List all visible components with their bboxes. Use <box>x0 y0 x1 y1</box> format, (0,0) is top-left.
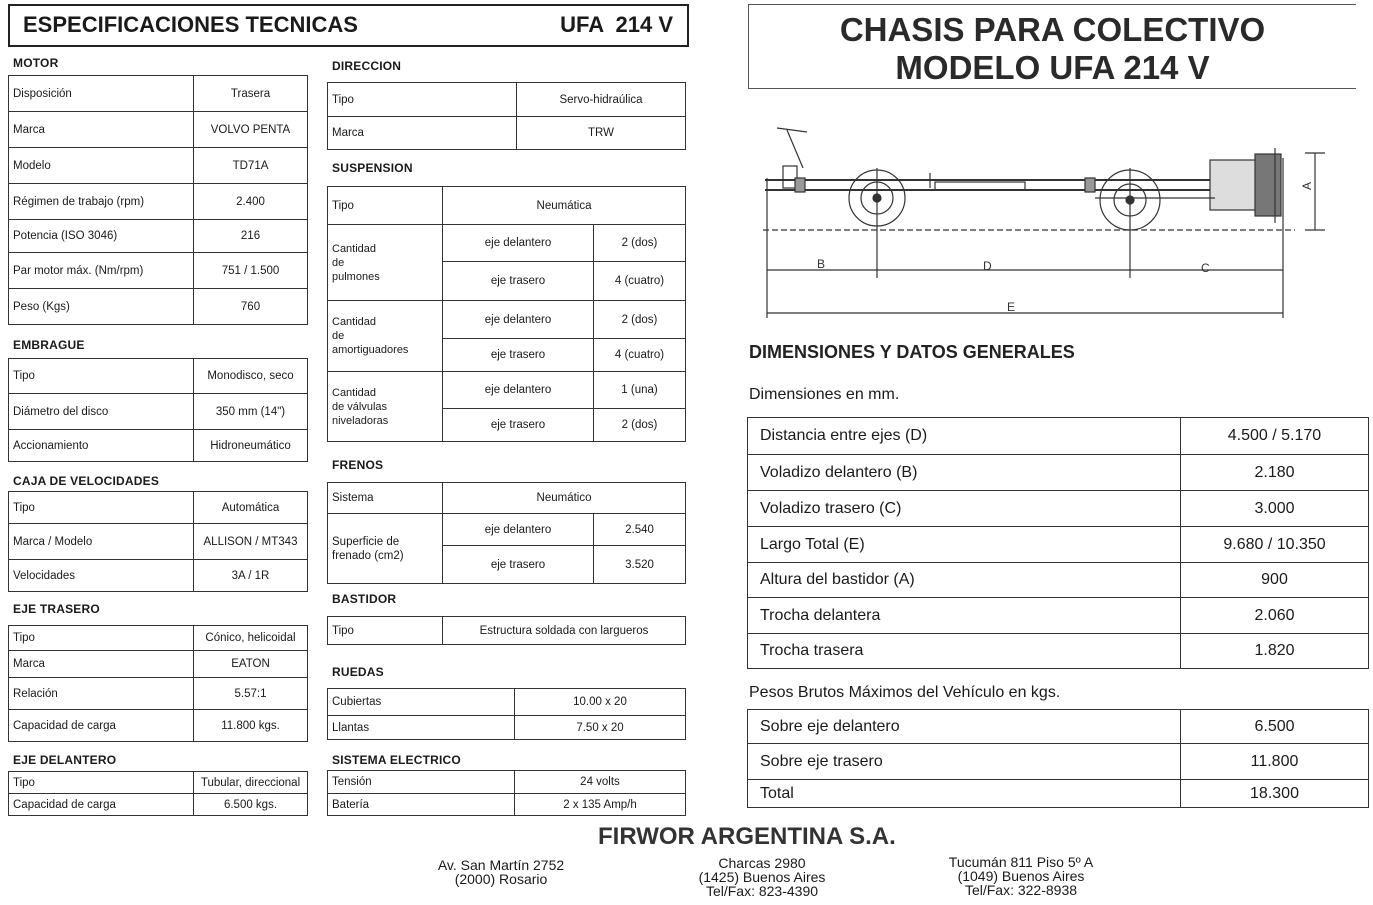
table-row <box>9 430 308 462</box>
susp-front-label: eje delantero <box>443 372 594 409</box>
row-value: 760 <box>194 289 308 325</box>
row-label: Sobre eje trasero <box>748 744 1181 780</box>
susp-rear-label: eje trasero <box>443 409 594 442</box>
table-row <box>748 527 1369 563</box>
row-value: 10.00 x 20 <box>515 689 686 716</box>
frenos-sistema-value: Neumático <box>443 483 686 514</box>
row-label: Largo Total (E) <box>748 527 1181 563</box>
row-value: 350 mm (14") <box>194 394 308 430</box>
row-label: Tipo <box>9 626 194 651</box>
row-value: Automática <box>194 492 308 524</box>
row-value: 11.800 <box>1181 744 1369 780</box>
row-label: Diámetro del disco <box>9 394 194 430</box>
susp-rear-value: 2 (dos) <box>594 409 686 442</box>
address-rosario: Av. San Martín 2752 (2000) Rosario <box>437 857 565 887</box>
table-row <box>328 372 686 409</box>
pesos-table <box>747 709 1369 808</box>
row-label: Par motor máx. (Nm/rpm) <box>9 253 194 289</box>
row-label: Disposición <box>9 76 194 112</box>
address-charcas: Charcas 2980 (1425) Buenos Aires Tel/Fax: 823-4390 <box>698 855 826 899</box>
row-label: Capacidad de carga <box>9 710 194 742</box>
susp-tipo-value: Neumática <box>443 187 686 225</box>
row-value: Cónico, helicoidal <box>194 626 308 651</box>
row-label: Tipo <box>9 772 194 794</box>
sistema-electrico-title: SISTEMA ELECTRICO <box>332 753 461 767</box>
spec-title: ESPECIFICACIONES TECNICAS <box>23 12 358 37</box>
table-row <box>748 491 1369 527</box>
row-label: Trocha delantera <box>748 598 1181 634</box>
dim-label-c: C <box>1201 261 1210 275</box>
table-row <box>328 301 686 339</box>
table-row <box>9 184 308 220</box>
suspension-table <box>327 186 686 442</box>
susp-front-value: 2 (dos) <box>594 301 686 339</box>
frenos-sistema-label: Sistema <box>328 483 443 514</box>
table-row <box>9 560 308 592</box>
row-label: Batería <box>328 794 515 816</box>
table-row <box>9 794 308 816</box>
row-label: Voladizo delantero (B) <box>748 455 1181 491</box>
row-label: Modelo <box>9 148 194 184</box>
table-row <box>748 598 1369 634</box>
table-row <box>9 678 308 710</box>
row-value: 2.400 <box>194 184 308 220</box>
table-row <box>9 112 308 148</box>
table-row <box>9 253 308 289</box>
row-value: 6.500 <box>1181 710 1369 744</box>
row-value: 11.800 kgs. <box>194 710 308 742</box>
table-row <box>9 492 308 524</box>
dim-label-a: A <box>1300 181 1314 190</box>
frenos-table <box>327 482 686 584</box>
dim-label-d: D <box>983 259 992 273</box>
motor-title: MOTOR <box>13 56 59 70</box>
table-row <box>748 418 1369 455</box>
dimensiones-title: DIMENSIONES Y DATOS GENERALES <box>749 342 1075 362</box>
row-value: TRW <box>517 117 686 150</box>
table-row <box>328 187 686 225</box>
row-label: Sobre eje delantero <box>748 710 1181 744</box>
table-row <box>9 394 308 430</box>
susp-rear-value: 4 (cuatro) <box>594 339 686 372</box>
susp-front-value: 2 (dos) <box>594 225 686 262</box>
row-label: Distancia entre ejes (D) <box>748 418 1181 455</box>
caja-table <box>8 491 308 592</box>
susp-group-label: Cantidad de amortiguadores <box>328 301 443 372</box>
table-row <box>748 563 1369 598</box>
row-value: EATON <box>194 651 308 678</box>
eje-delantero-title: EJE DELANTERO <box>13 753 117 767</box>
table-row <box>9 220 308 253</box>
table-row <box>748 455 1369 491</box>
row-label: Trocha trasera <box>748 634 1181 669</box>
table-row <box>328 771 686 794</box>
row-value: 7.50 x 20 <box>515 716 686 740</box>
eje-delantero-table <box>8 771 308 816</box>
row-value: Trasera <box>194 76 308 112</box>
table-row <box>328 794 686 816</box>
row-label: Tensión <box>328 771 515 794</box>
row-label: Tipo <box>9 359 194 394</box>
row-value: 2 x 135 Amp/h <box>515 794 686 816</box>
table-row <box>9 148 308 184</box>
dimensiones-subtitle: Dimensiones en mm. <box>749 386 900 403</box>
susp-rear-label: eje trasero <box>443 339 594 372</box>
row-label: Llantas <box>328 716 515 740</box>
row-label: Accionamiento <box>9 430 194 462</box>
direccion-table <box>327 82 686 150</box>
table-row <box>328 225 686 262</box>
susp-front-label: eje delantero <box>443 301 594 339</box>
row-value: 2.060 <box>1181 598 1369 634</box>
susp-rear-label: eje trasero <box>443 262 594 301</box>
frenos-front-label: eje delantero <box>443 514 594 546</box>
frenos-superficie-label: Superficie de frenado (cm2) <box>328 514 443 584</box>
row-label: Total <box>748 780 1181 808</box>
motor-table <box>8 75 308 325</box>
susp-group-label: Cantidad de válvulas niveladoras <box>328 372 443 442</box>
row-value: 900 <box>1181 563 1369 598</box>
row-value: 3.000 <box>1181 491 1369 527</box>
row-value: 2.180 <box>1181 455 1369 491</box>
row-value: TD71A <box>194 148 308 184</box>
row-value: VOLVO PENTA <box>194 112 308 148</box>
row-label: Peso (Kgs) <box>9 289 194 325</box>
table-row <box>328 117 686 150</box>
row-value: Servo-hidraúlica <box>517 83 686 117</box>
spec-header <box>8 4 689 47</box>
motor-rows <box>9 76 308 325</box>
pesos-subtitle: Pesos Brutos Máximos del Vehículo en kgs. <box>749 684 1061 701</box>
table-row <box>328 483 686 514</box>
chassis-title-line1: CHASIS PARA COLECTIVO <box>839 11 1266 48</box>
frenos-title: FRENOS <box>332 458 384 472</box>
sistema-electrico-table <box>327 770 686 816</box>
spec-model: UFA 214 V <box>560 12 673 37</box>
table-row <box>9 289 308 325</box>
table-row <box>9 651 308 678</box>
susp-group-label: Cantidad de pulmones <box>328 225 443 301</box>
bastidor-value: Estructura soldada con largueros <box>443 617 686 645</box>
row-value: Tubular, direccional <box>194 772 308 794</box>
susp-tipo-label: Tipo <box>328 187 443 225</box>
row-value: 5.57:1 <box>194 678 308 710</box>
direccion-title: DIRECCION <box>332 59 402 73</box>
embrague-table <box>8 358 308 462</box>
row-value: 751 / 1.500 <box>194 253 308 289</box>
row-label: Potencia (ISO 3046) <box>9 220 194 253</box>
table-row <box>9 710 308 742</box>
chassis-diagram <box>755 118 1345 328</box>
dim-label-e: E <box>1007 300 1016 314</box>
row-value: 18.300 <box>1181 780 1369 808</box>
row-label: Marca <box>9 112 194 148</box>
row-label: Capacidad de carga <box>9 794 194 816</box>
bastidor-table <box>327 616 686 645</box>
table-row <box>9 76 308 112</box>
row-value: 3A / 1R <box>194 560 308 592</box>
susp-front-label: eje delantero <box>443 225 594 262</box>
row-label: Régimen de trabajo (rpm) <box>9 184 194 220</box>
bastidor-label: Tipo <box>328 617 443 645</box>
suspension-title: SUSPENSION <box>332 161 413 175</box>
ruedas-title: RUEDAS <box>332 665 384 679</box>
row-value: 4.500 / 5.170 <box>1181 418 1369 455</box>
row-label: Cubiertas <box>328 689 515 716</box>
table-row <box>748 710 1369 744</box>
row-label: Voladizo trasero (C) <box>748 491 1181 527</box>
row-label: Marca <box>9 651 194 678</box>
bastidor-title: BASTIDOR <box>332 592 397 606</box>
row-label: Velocidades <box>9 560 194 592</box>
table-row <box>9 524 308 560</box>
ruedas-table <box>327 688 686 740</box>
row-label: Altura del bastidor (A) <box>748 563 1181 598</box>
table-row <box>748 634 1369 669</box>
row-value: 9.680 / 10.350 <box>1181 527 1369 563</box>
row-value: Hidroneumático <box>194 430 308 462</box>
embrague-title: EMBRAGUE <box>13 338 85 352</box>
row-label: Relación <box>9 678 194 710</box>
susp-front-value: 1 (una) <box>594 372 686 409</box>
address-tucuman: Tucumán 811 Piso 5º A (1049) Buenos Aires Tel/Fax: 322-8938 <box>948 854 1094 898</box>
table-row <box>328 514 686 546</box>
table-row <box>328 83 686 117</box>
table-row <box>9 626 308 651</box>
row-value: 216 <box>194 220 308 253</box>
row-label: Tipo <box>9 492 194 524</box>
row-value: 6.500 kgs. <box>194 794 308 816</box>
table-row <box>328 716 686 740</box>
row-label: Marca <box>328 117 517 150</box>
row-value: Monodisco, seco <box>194 359 308 394</box>
frenos-rear-value: 3.520 <box>594 546 686 584</box>
susp-rear-value: 4 (cuatro) <box>594 262 686 301</box>
row-value: ALLISON / MT343 <box>194 524 308 560</box>
table-row <box>328 689 686 716</box>
eje-trasero-table <box>8 625 308 742</box>
caja-title: CAJA DE VELOCIDADES <box>13 474 160 488</box>
dim-label-b: B <box>817 257 826 271</box>
frenos-front-value: 2.540 <box>594 514 686 546</box>
chassis-header <box>748 4 1356 89</box>
chassis-title-line2: MODELO UFA 214 V <box>895 49 1210 86</box>
company-name: FIRWOR ARGENTINA S.A. <box>598 823 896 850</box>
row-value: 1.820 <box>1181 634 1369 669</box>
row-label: Tipo <box>328 83 517 117</box>
dimensiones-table <box>747 417 1369 669</box>
table-row <box>748 744 1369 780</box>
row-value: 24 volts <box>515 771 686 794</box>
frenos-rear-label: eje trasero <box>443 546 594 584</box>
row-label: Marca / Modelo <box>9 524 194 560</box>
table-row <box>9 359 308 394</box>
eje-trasero-title: EJE TRASERO <box>13 602 100 616</box>
table-row <box>748 780 1369 808</box>
table-row <box>9 772 308 794</box>
